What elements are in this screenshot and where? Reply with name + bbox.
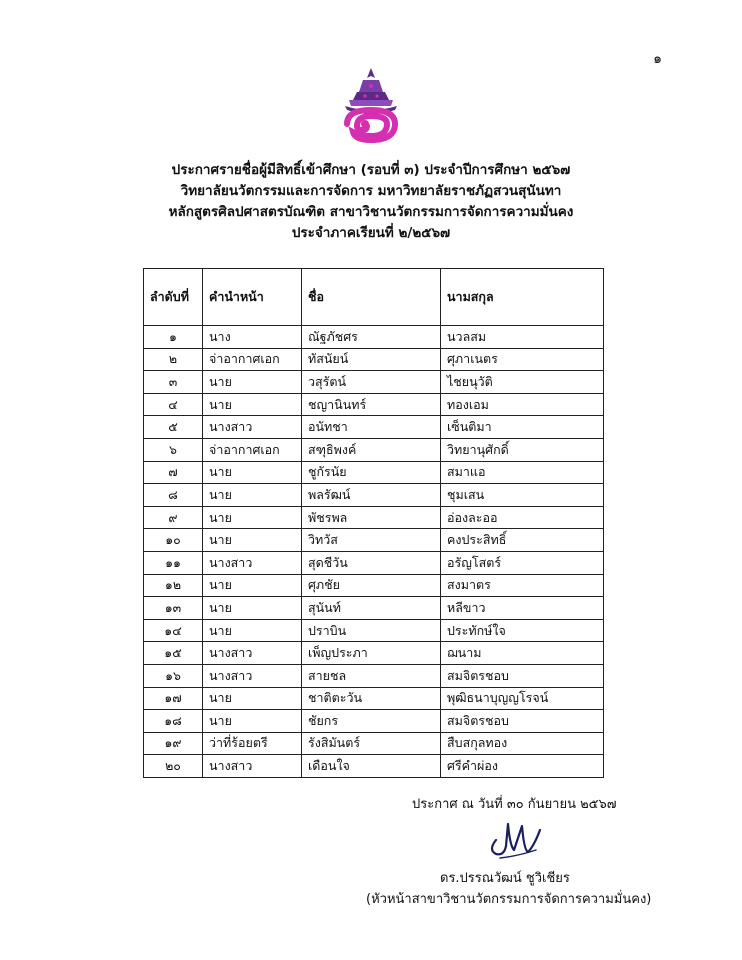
table-row <box>144 619 604 642</box>
page-number: ๑ <box>653 51 662 67</box>
cell-title: นางสาว <box>203 642 302 665</box>
cell-first-name: เพ็ญประภา <box>302 642 441 665</box>
signer-name: ดร.ปรรณวัฒน์ ชูวิเชียร <box>440 871 570 886</box>
table-row <box>144 371 604 394</box>
cell-no: ๔ <box>144 393 203 416</box>
cell-first-name: ศุภชัย <box>302 574 441 597</box>
cell-first-name: สุดชีวัน <box>302 551 441 574</box>
table-row <box>144 642 604 665</box>
table-row <box>144 664 604 687</box>
table-row <box>144 710 604 733</box>
roster-table <box>143 268 604 778</box>
heading-line-4: ประจำภาคเรียนที่ ๒/๒๕๖๗ <box>291 225 451 241</box>
header-first-name: ชื่อ <box>302 269 441 326</box>
cell-last-name: ทองเอม <box>441 393 604 416</box>
cell-title: นาย <box>203 710 302 733</box>
table-row <box>144 326 604 349</box>
table-row <box>144 574 604 597</box>
cell-no: ๓ <box>144 371 203 394</box>
cell-title: นาย <box>203 371 302 394</box>
cell-no: ๑๙ <box>144 732 203 755</box>
roster-body <box>144 326 604 778</box>
cell-no: ๑๐ <box>144 529 203 552</box>
cell-first-name: ณัฐภัชศร <box>302 326 441 349</box>
cell-no: ๗ <box>144 461 203 484</box>
header-last-name: นามสกุล <box>441 269 604 326</box>
cell-title: นาย <box>203 461 302 484</box>
cell-no: ๘ <box>144 484 203 507</box>
cell-first-name: รังสิมันตร์ <box>302 732 441 755</box>
cell-title: นางสาว <box>203 551 302 574</box>
cell-last-name: คงประสิทธิ์ <box>441 529 604 552</box>
cell-no: ๑ <box>144 326 203 349</box>
cell-first-name: ชญานินทร์ <box>302 393 441 416</box>
cell-last-name: ศุภาเนตร <box>441 348 604 371</box>
cell-no: ๒๐ <box>144 755 203 778</box>
cell-first-name: พัชรพล <box>302 506 441 529</box>
table-row <box>144 529 604 552</box>
cell-last-name: ไชยนุวัติ <box>441 371 604 394</box>
table-row <box>144 461 604 484</box>
cell-last-name: สงมาตร <box>441 574 604 597</box>
signer-position: (หัวหน้าสาขาวิชานวัตกรรมการจัดการความมั่นคง) <box>366 892 652 907</box>
cell-title: นางสาว <box>203 416 302 439</box>
header-title: คำนำหน้า <box>203 269 302 326</box>
cell-last-name: อรัญโสตร์ <box>441 551 604 574</box>
cell-last-name: ศรีคำผ่อง <box>441 755 604 778</box>
cell-no: ๑๘ <box>144 710 203 733</box>
cell-first-name: พลรัฒน์ <box>302 484 441 507</box>
cell-first-name: ทัสนัยน์ <box>302 348 441 371</box>
cell-title: นาง <box>203 326 302 349</box>
table-row <box>144 551 604 574</box>
cell-no: ๕ <box>144 416 203 439</box>
cell-title: นาย <box>203 393 302 416</box>
header-no: ลำดับที่ <box>144 269 203 326</box>
cell-title: นาย <box>203 574 302 597</box>
cell-first-name: วสุรัตน์ <box>302 371 441 394</box>
table-row <box>144 732 604 755</box>
cell-last-name: หลีขาว <box>441 597 604 620</box>
table-row <box>144 484 604 507</box>
heading-line-1: ประกาศรายชื่อผู้มีสิทธิ์เข้าศึกษา (รอบที่ ๓) ประจำปีการศึกษา ๒๕๖๗ <box>171 162 571 178</box>
cell-last-name: พุฒิธนาบุญญโรจน์ <box>441 687 604 710</box>
cell-title: ว่าที่ร้อยตรี <box>203 732 302 755</box>
table-row <box>144 755 604 778</box>
cell-last-name: ประทักษ์ใจ <box>441 619 604 642</box>
cell-first-name: ชาติตะวัน <box>302 687 441 710</box>
cell-title: นางสาว <box>203 664 302 687</box>
cell-first-name: ปราบิน <box>302 619 441 642</box>
cell-first-name: วิทวัส <box>302 529 441 552</box>
table-row <box>144 438 604 461</box>
cell-last-name: สืบสกุลทอง <box>441 732 604 755</box>
university-emblem-icon <box>331 66 411 146</box>
cell-title: นางสาว <box>203 755 302 778</box>
table-row <box>144 506 604 529</box>
cell-no: ๑๕ <box>144 642 203 665</box>
cell-last-name: สมจิตรชอบ <box>441 710 604 733</box>
table-row <box>144 348 604 371</box>
cell-last-name: สมาแอ <box>441 461 604 484</box>
cell-last-name: สมจิตรชอบ <box>441 664 604 687</box>
cell-no: ๒ <box>144 348 203 371</box>
table-header-row <box>144 269 604 326</box>
table-row <box>144 393 604 416</box>
cell-first-name: สุนันท์ <box>302 597 441 620</box>
cell-title: นาย <box>203 619 302 642</box>
cell-first-name: ชัยกร <box>302 710 441 733</box>
cell-last-name: วิทยานุศักดิ์ <box>441 438 604 461</box>
table-row <box>144 416 604 439</box>
cell-no: ๑๔ <box>144 619 203 642</box>
cell-last-name: อ่องละออ <box>441 506 604 529</box>
heading-line-2: วิทยาลัยนวัตกรรมและการจัดการ มหาวิทยาลัยราชภัฏสวนสุนันทา <box>180 183 562 199</box>
announce-date: ประกาศ ณ วันที่ ๓๐ กันยายน ๒๕๖๗ <box>412 797 617 812</box>
cell-last-name: นวลสม <box>441 326 604 349</box>
cell-no: ๙ <box>144 506 203 529</box>
cell-first-name: เดือนใจ <box>302 755 441 778</box>
table-row <box>144 597 604 620</box>
cell-no: ๑๗ <box>144 687 203 710</box>
cell-last-name: ฌนาม <box>441 642 604 665</box>
cell-last-name: เซ็นติมา <box>441 416 604 439</box>
cell-title: นาย <box>203 484 302 507</box>
cell-first-name: ชูกัรนัย <box>302 461 441 484</box>
cell-first-name: อนัทชา <box>302 416 441 439</box>
cell-first-name: สฑุธิพงค์ <box>302 438 441 461</box>
cell-no: ๑๖ <box>144 664 203 687</box>
document-heading <box>0 160 742 244</box>
cell-first-name: สายชล <box>302 664 441 687</box>
cell-title: จ่าอากาศเอก <box>203 438 302 461</box>
signature-icon <box>478 806 558 866</box>
cell-title: นาย <box>203 529 302 552</box>
cell-title: นาย <box>203 687 302 710</box>
cell-no: ๑๑ <box>144 551 203 574</box>
cell-no: ๑๓ <box>144 597 203 620</box>
cell-no: ๑๒ <box>144 574 203 597</box>
table-row <box>144 687 604 710</box>
cell-title: นาย <box>203 506 302 529</box>
cell-title: นาย <box>203 597 302 620</box>
cell-title: จ่าอากาศเอก <box>203 348 302 371</box>
cell-last-name: ชุมเสน <box>441 484 604 507</box>
cell-no: ๖ <box>144 438 203 461</box>
heading-line-3: หลักสูตรศิลปศาสตรบัณฑิต สาขาวิชานวัตกรรมการจัดการความมั่นคง <box>168 204 574 220</box>
